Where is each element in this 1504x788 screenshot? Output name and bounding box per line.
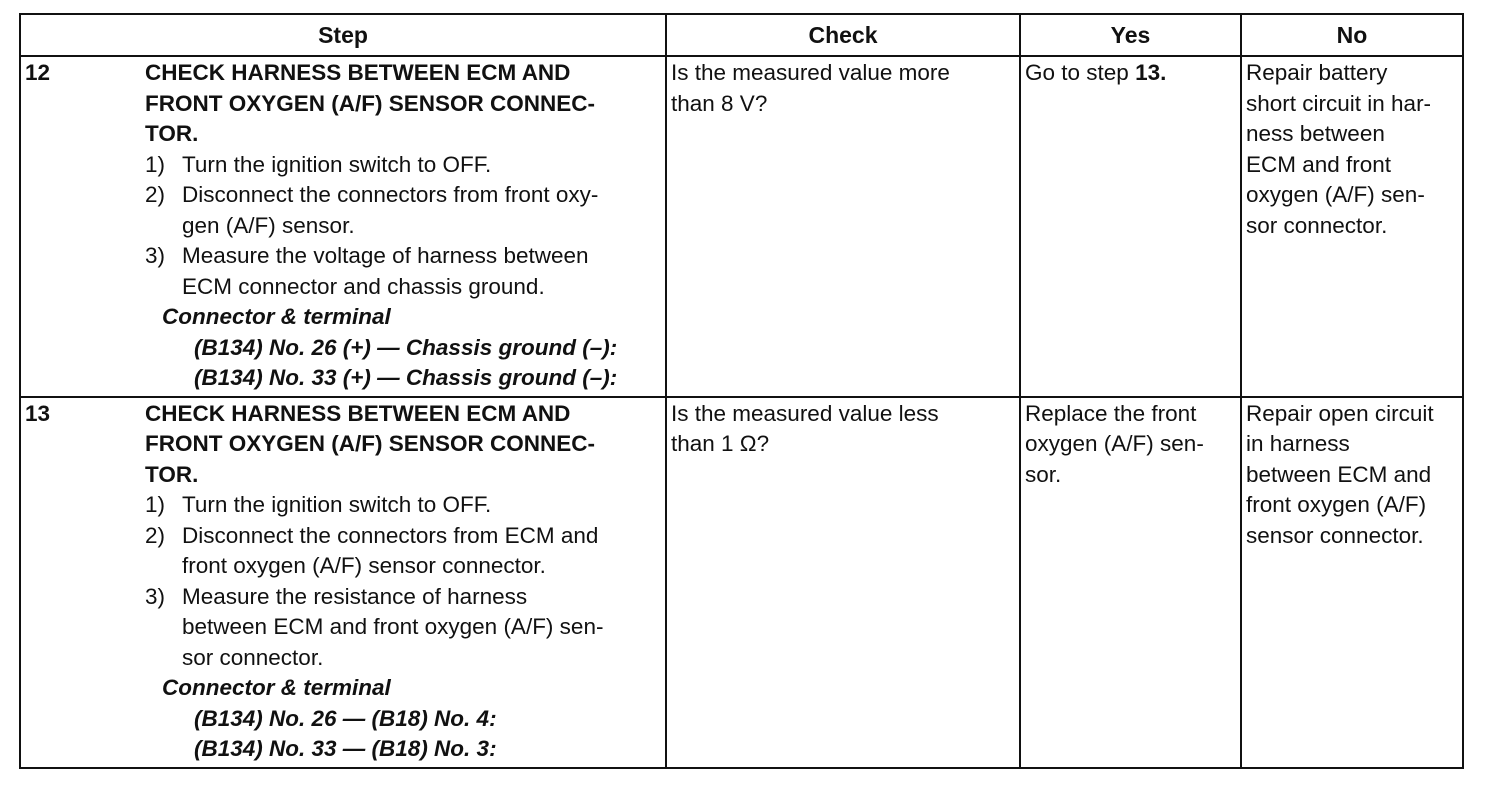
- step-cell: [20, 56, 666, 397]
- header-no: No: [1241, 14, 1463, 56]
- step-title: CHECK HARNESS BETWEEN ECM AND FRONT OXYGEN (A/F) SENSOR CONNEC- TOR.: [145, 400, 596, 487]
- substep: 2) Disconnect the connectors from ECM and front oxygen (A/F) sensor connector.: [145, 522, 599, 578]
- table-row-step-13: [20, 397, 1463, 768]
- substep: 1) Turn the ignition switch to OFF.: [145, 151, 492, 177]
- table-row-step-12: [20, 56, 1463, 397]
- connector-heading: Connector & terminal: [162, 675, 391, 700]
- check-cell: Is the measured value less than 1 Ω?: [666, 397, 1020, 768]
- connector-value: (B134) No. 26 (+) — Chassis ground (–):: [194, 334, 618, 360]
- diagnostic-procedure-table: [19, 13, 1464, 769]
- substep: 1) Turn the ignition switch to OFF.: [145, 492, 492, 517]
- connector-value: (B134) No. 33 (+) — Chassis ground (–):: [194, 365, 618, 390]
- header-check: Check: [666, 14, 1020, 56]
- header-yes: Yes: [1020, 14, 1241, 56]
- step-number: 12: [25, 60, 51, 85]
- check-cell: Is the measured value more than 8 V?: [666, 56, 1020, 397]
- substep: 3) Measure the voltage of harness between ECM connector and chassis ground.: [145, 243, 589, 299]
- step-cell: [20, 397, 666, 768]
- connector-value: (B134) No. 26 — (B18) No. 4:: [194, 705, 497, 731]
- table-header-row: [20, 14, 1463, 56]
- next-step-ref: 13.: [1135, 60, 1167, 85]
- no-cell: Repair open circuit in harness between ECM and front oxygen (A/F) sensor connector.: [1241, 397, 1463, 768]
- yes-cell: Replace the front oxygen (A/F) sen- sor.: [1020, 397, 1241, 768]
- yes-cell: Go to step 13.: [1020, 56, 1241, 397]
- substep: 2) Disconnect the connectors from front oxy- gen (A/F) sensor.: [145, 182, 599, 238]
- substep: 3) Measure the resistance of harness between ECM and front oxygen (A/F) sen- sor connector.: [145, 583, 604, 670]
- step-title: CHECK HARNESS BETWEEN ECM AND FRONT OXYGEN (A/F) SENSOR CONNEC- TOR.: [145, 60, 596, 146]
- connector-value: (B134) No. 33 — (B18) No. 3:: [194, 736, 497, 761]
- no-cell: Repair battery short circuit in har- ness between ECM and front oxygen (A/F) sen- sor connector.: [1241, 56, 1463, 397]
- connector-heading: Connector & terminal: [162, 304, 391, 329]
- header-step: Step: [20, 14, 666, 56]
- step-number: 13: [25, 400, 51, 426]
